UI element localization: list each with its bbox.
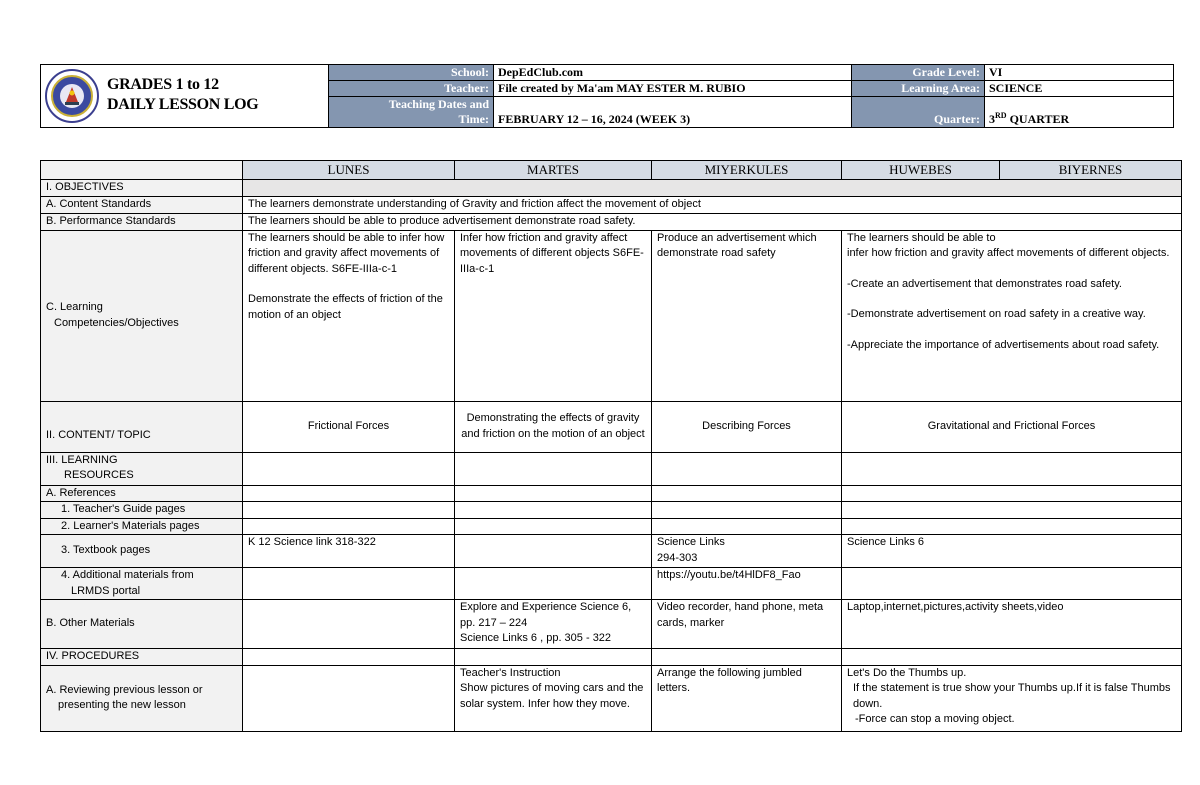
teacher-value: File created by Ma'am MAY ESTER M. RUBIO <box>494 81 852 97</box>
performance-standards-value: The learners should be able to produce advertisement demonstrate road safety. <box>243 214 1182 231</box>
additional-label-line2: LRMDS portal <box>71 584 141 597</box>
day-header-huwebes: HUWEBES <box>842 161 1000 180</box>
cell <box>455 518 652 535</box>
school-value: DepEdClub.com <box>494 65 852 81</box>
procedures-row <box>41 649 1182 666</box>
learning-resources-line2: RESOURCES <box>64 469 134 481</box>
reviewing-huwebes-3: -Force can stop a moving object. <box>855 713 1015 725</box>
other-martes-2: Science Links 6 , pp. 305 - 322 <box>460 632 612 644</box>
day-header-miyerkules: MIYERKULES <box>652 161 842 180</box>
cell <box>243 485 455 502</box>
teachers-guide-row <box>41 502 1182 519</box>
other-huwebes: Laptop,internet,pictures,activity sheets,video <box>842 600 1182 649</box>
day-header-martes: MARTES <box>455 161 652 180</box>
info-table <box>328 64 1174 128</box>
cell <box>842 518 1182 535</box>
performance-standards-label: B. Performance Standards <box>41 214 243 231</box>
lesson-log-header <box>40 64 1176 128</box>
cell <box>842 485 1182 502</box>
cell <box>842 502 1182 519</box>
cell <box>243 665 455 731</box>
reviewing-label <box>41 665 243 731</box>
competencies-miyerkules: Produce an advertisement which demonstrate road safety <box>652 230 842 401</box>
textbook-huwebes: Science Links 6 <box>842 535 1182 568</box>
quarter-label: Quarter: <box>852 97 985 128</box>
reviewing-miyerkules: Arrange the following jumbled letters. <box>652 665 842 731</box>
additional-label-line1: 4. Additional materials from <box>61 569 194 581</box>
lesson-table <box>40 160 1182 732</box>
reviewing-huwebes-2: If the statement is true show your Thumbs up.If it is false Thumbs down. <box>853 682 1171 710</box>
other-martes <box>455 600 652 649</box>
cell <box>652 649 842 666</box>
day-header-lunes: LUNES <box>243 161 455 180</box>
deped-seal-icon <box>45 69 99 123</box>
competencies-label-line1: C. Learning <box>46 301 103 313</box>
learners-materials-label: 2. Learner's Materials pages <box>41 518 243 535</box>
topic-huwebes: Gravitational and Frictional Forces <box>842 401 1182 452</box>
school-label: School: <box>329 65 494 81</box>
content-topic-row <box>41 401 1182 452</box>
topic-miyerkules: Describing Forces <box>652 401 842 452</box>
textbook-lunes: K 12 Science link 318-322 <box>243 535 455 568</box>
cell <box>842 452 1182 485</box>
log-title-line1: GRADES 1 to 12 <box>107 76 219 93</box>
references-label: A. References <box>41 485 243 502</box>
other-materials-row <box>41 600 1182 649</box>
teaching-dates-label <box>329 97 494 128</box>
cell <box>842 649 1182 666</box>
teaching-dates-label-line2: Time: <box>458 112 489 126</box>
textbook-row <box>41 535 1182 568</box>
objectives-row <box>41 180 1182 197</box>
textbook-martes <box>455 535 652 568</box>
competencies-huwebes-3: -Create an advertisement that demonstrates road safety. <box>847 277 1122 290</box>
competencies-huwebes-1: The learners should be able to <box>847 231 996 244</box>
cell <box>455 485 652 502</box>
cell <box>455 502 652 519</box>
competencies-huwebes-5: -Appreciate the importance of advertisements about road safety. <box>847 338 1160 351</box>
competencies-label-line2: Competencies/Objectives <box>54 316 179 329</box>
cell <box>455 452 652 485</box>
cell <box>243 502 455 519</box>
learning-resources-row <box>41 452 1182 485</box>
cell <box>243 600 455 649</box>
learners-materials-row <box>41 518 1182 535</box>
textbook-label: 3. Textbook pages <box>41 535 243 568</box>
reviewing-huwebes <box>842 665 1182 731</box>
cell <box>455 568 652 600</box>
cell <box>652 502 842 519</box>
quarter-word: QUARTER <box>1006 112 1070 126</box>
cell <box>243 649 455 666</box>
learning-resources-line1: III. LEARNING <box>46 453 118 466</box>
competencies-huwebes <box>842 230 1182 401</box>
cell <box>652 518 842 535</box>
content-topic-label: II. CONTENT/ TOPIC <box>41 401 243 452</box>
other-materials-label: B. Other Materials <box>41 600 243 649</box>
cell <box>243 452 455 485</box>
cell <box>243 568 455 600</box>
objectives-band <box>243 180 1182 197</box>
reviewing-row <box>41 665 1182 731</box>
references-row <box>41 485 1182 502</box>
quarter-value <box>985 97 1174 128</box>
grade-level-label: Grade Level: <box>852 65 985 81</box>
quarter-superscript: RD <box>995 111 1007 120</box>
content-standards-label: A. Content Standards <box>41 197 243 214</box>
learning-resources-label <box>41 452 243 485</box>
competencies-row <box>41 230 1182 401</box>
competencies-lunes <box>243 230 455 401</box>
textbook-miyerkules <box>652 535 842 568</box>
learning-area-value: SCIENCE <box>985 81 1174 97</box>
textbook-miyerkules-1: Science Links <box>657 536 725 548</box>
competencies-huwebes-4: -Demonstrate advertisement on road safety in a creative way. <box>847 308 1146 320</box>
additional-materials-label <box>41 568 243 600</box>
content-standards-value: The learners demonstrate understanding of Gravity and friction affect the movement of object <box>243 197 1182 214</box>
quarter-number: 3 <box>989 112 995 126</box>
teachers-guide-label: 1. Teacher's Guide pages <box>41 502 243 519</box>
corner-cell <box>41 161 243 180</box>
competencies-huwebes-2: infer how friction and gravity affect movements of different objects. <box>847 247 1170 259</box>
additional-materials-row <box>41 568 1182 600</box>
teaching-dates-label-line1: Teaching Dates and <box>388 97 489 111</box>
reviewing-label-line2: presenting the new lesson <box>58 699 186 711</box>
procedures-label: IV. PROCEDURES <box>41 649 243 666</box>
learning-area-label: Learning Area: <box>852 81 985 97</box>
teacher-label: Teacher: <box>329 81 494 97</box>
log-title-line2: DAILY LESSON LOG <box>107 96 259 113</box>
competencies-label <box>41 230 243 401</box>
reviewing-martes-1: Teacher's Instruction <box>460 666 561 679</box>
cell <box>652 452 842 485</box>
competencies-lunes-text: The learners should be able to infer how friction and gravity affect movements of different objects. S6FE-IIIa-c-1 <box>248 231 445 275</box>
textbook-miyerkules-2: 294-303 <box>657 551 698 564</box>
cell <box>652 485 842 502</box>
day-header-row <box>41 161 1182 180</box>
cell <box>243 518 455 535</box>
additional-miyerkules-link[interactable]: https://youtu.be/t4HlDF8_Fao <box>652 568 842 600</box>
reviewing-label-line1: A. Reviewing previous lesson or <box>46 683 203 696</box>
title-box <box>40 64 329 128</box>
competencies-lunes-text-2: Demonstrate the effects of friction of the motion of an object <box>248 293 443 321</box>
performance-standards-row <box>41 214 1182 231</box>
cell <box>842 568 1182 600</box>
cell <box>455 649 652 666</box>
reviewing-martes-2: Show pictures of moving cars and the solar system. Infer how they move. <box>460 682 644 710</box>
objectives-label: I. OBJECTIVES <box>41 180 243 197</box>
topic-martes: Demonstrating the effects of gravity and friction on the motion of an object <box>455 401 652 452</box>
teaching-dates-value: FEBRUARY 12 – 16, 2024 (WEEK 3) <box>494 97 852 128</box>
content-standards-row <box>41 197 1182 214</box>
competencies-martes: Infer how friction and gravity affect movements of different objects S6FE-IIIa-c-1 <box>455 230 652 401</box>
log-title <box>107 75 258 115</box>
day-header-biyernes: BIYERNES <box>1000 161 1182 180</box>
topic-lunes: Frictional Forces <box>243 401 455 452</box>
other-miyerkules: Video recorder, hand phone, meta cards, marker <box>652 600 842 649</box>
other-martes-1: Explore and Experience Science 6, pp. 217 – 224 <box>460 601 632 629</box>
reviewing-martes <box>455 665 652 731</box>
reviewing-huwebes-1: Let's Do the Thumbs up. <box>847 666 967 679</box>
grade-level-value: VI <box>985 65 1174 81</box>
